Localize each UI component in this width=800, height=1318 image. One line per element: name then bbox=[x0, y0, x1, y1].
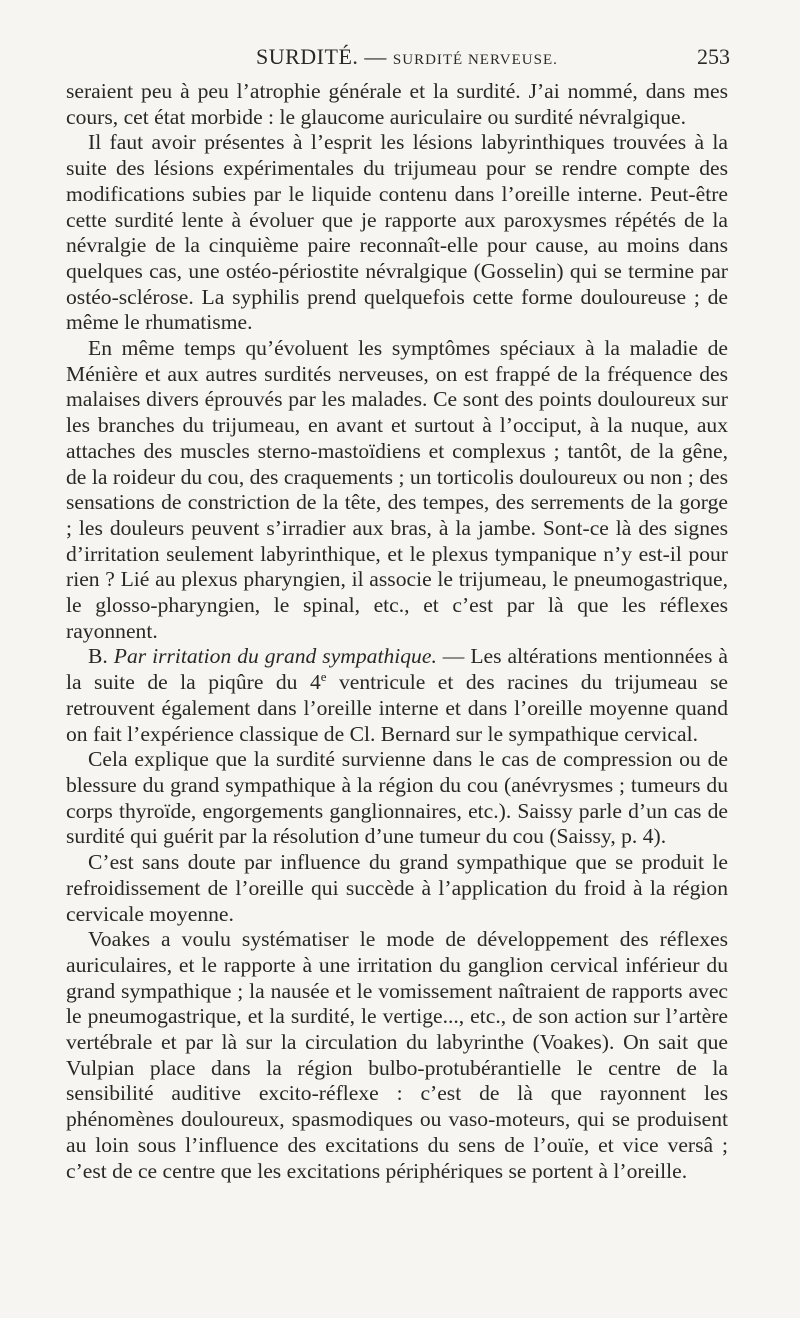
running-title bbox=[256, 44, 558, 70]
superscript: e bbox=[320, 668, 327, 684]
running-head bbox=[66, 44, 730, 74]
page-number: 253 bbox=[697, 44, 730, 69]
paragraph-sympathetic bbox=[66, 644, 728, 747]
paragraph-symptoms: En même temps qu’évoluent les symptômes spéciaux à la maladie de Ménière et aux autres surdités nerveuses, on est frappé de la fréquence des malaises divers éprouvés par les malades. Ce sont des points douloureux sur les branches du trijumeau, en avant et surtout à l’occiput, à la nuque, aux attaches des muscles sterno-mastoïdiens et complexus ; tantôt, de la gêne, de la roideur du cou, des craquements ; un torticolis douloureux ou non ; des sensations de constriction de la tête, des tempes, des serrements de la gorge ; les douleurs peuvent s’irradier aux bras, à la jambe. Sont-ce là des signes d’irritation seulement labyrinthique, et le plexus tympanique n’y est-il pour rien ? Lié au plexus pharyngien, il associe le trijumeau, le pneumogastrique, le glosso-pharyngien, le spinal, etc., et c’est par là que les réflexes rayonnent. bbox=[66, 336, 728, 643]
paragraph-labyrinth-lesions: Il faut avoir présentes à l’esprit les lésions labyrinthiques trouvées à la suite des lésions expérimentales du trijumeau pour se rendre compte des modifications subies par le liquide contenu dans l’oreille interne. Peut-être cette surdité lente à évoluer que je rapporte aux paroxysmes répétés de la névralgie de la cinquième paire reconnaît-elle pour cause, au moins dans quelques cas, une ostéo-périostite névralgique (Gosselin) qui se termine par ostéo-sclérose. La syphilis prend quelquefois cette forme douloureuse ; de même le rhumatisme. bbox=[66, 130, 728, 335]
body-text bbox=[66, 79, 728, 1184]
paragraph-compression: Cela explique que la surdité survienne dans le cas de compression ou de blessure du grand sympathique à la région du cou (anévrysmes ; tumeurs du corps thyroïde, engorgements ganglionnaires, etc.). Saissy parle d’un cas de surdité qui guérit par la résolution d’une tumeur du cou (Saissy, p. 4). bbox=[66, 747, 728, 849]
running-title-main: SURDITÉ. — bbox=[256, 44, 393, 69]
paragraph-text: — Les altérations mentionnées à la suite de la piqûre du 4 bbox=[66, 644, 728, 695]
paragraph-continued: seraient peu à peu l’atrophie générale et la surdité. J’ai nommé, dans mes cours, cet état morbide : le glaucome auriculaire ou surdité névralgique. bbox=[66, 79, 728, 129]
section-heading: Par irritation du grand sympathique. bbox=[113, 644, 437, 669]
section-label: B. bbox=[88, 644, 114, 669]
paragraph-text: ventricule et des racines du trijumeau se retrouvent également dans l’oreille interne et dans l’oreille moyenne quand on fait l’expérience classique de Cl. Bernard sur le sympathique cervical. bbox=[66, 670, 729, 746]
running-title-sub: SURDITÉ NERVEUSE. bbox=[392, 52, 558, 68]
paragraph-cooling: C’est sans doute par influence du grand sympathique que se produit le refroidissement de l’oreille qui succède à l’application du froid à la région cervicale moyenne. bbox=[66, 850, 728, 926]
paragraph-voakes: Voakes a voulu systématiser le mode de développement des réflexes auriculaires, et le rapporte à une irritation du ganglion cervical inférieur du grand sympathique ; la nausée et le vomissement naîtraient de rapports avec le pneumogastrique, et la surdité, le vertige..., etc., de son action sur l’artère vertébrale et par là sur la circulation du labyrinthe (Voakes). On sait que Vulpian place dans la région bulbo-protubérantielle le centre de la sensibilité auditive excito-réflexe : c’est de là que rayonnent les phénomènes douloureux, spasmodiques ou vaso-moteurs, qui se produisent au loin sous l’influence des excitations du sens de l’ouïe, et vice versâ ; c’est de ce centre que les excitations périphériques se portent à l’oreille. bbox=[66, 927, 728, 1183]
